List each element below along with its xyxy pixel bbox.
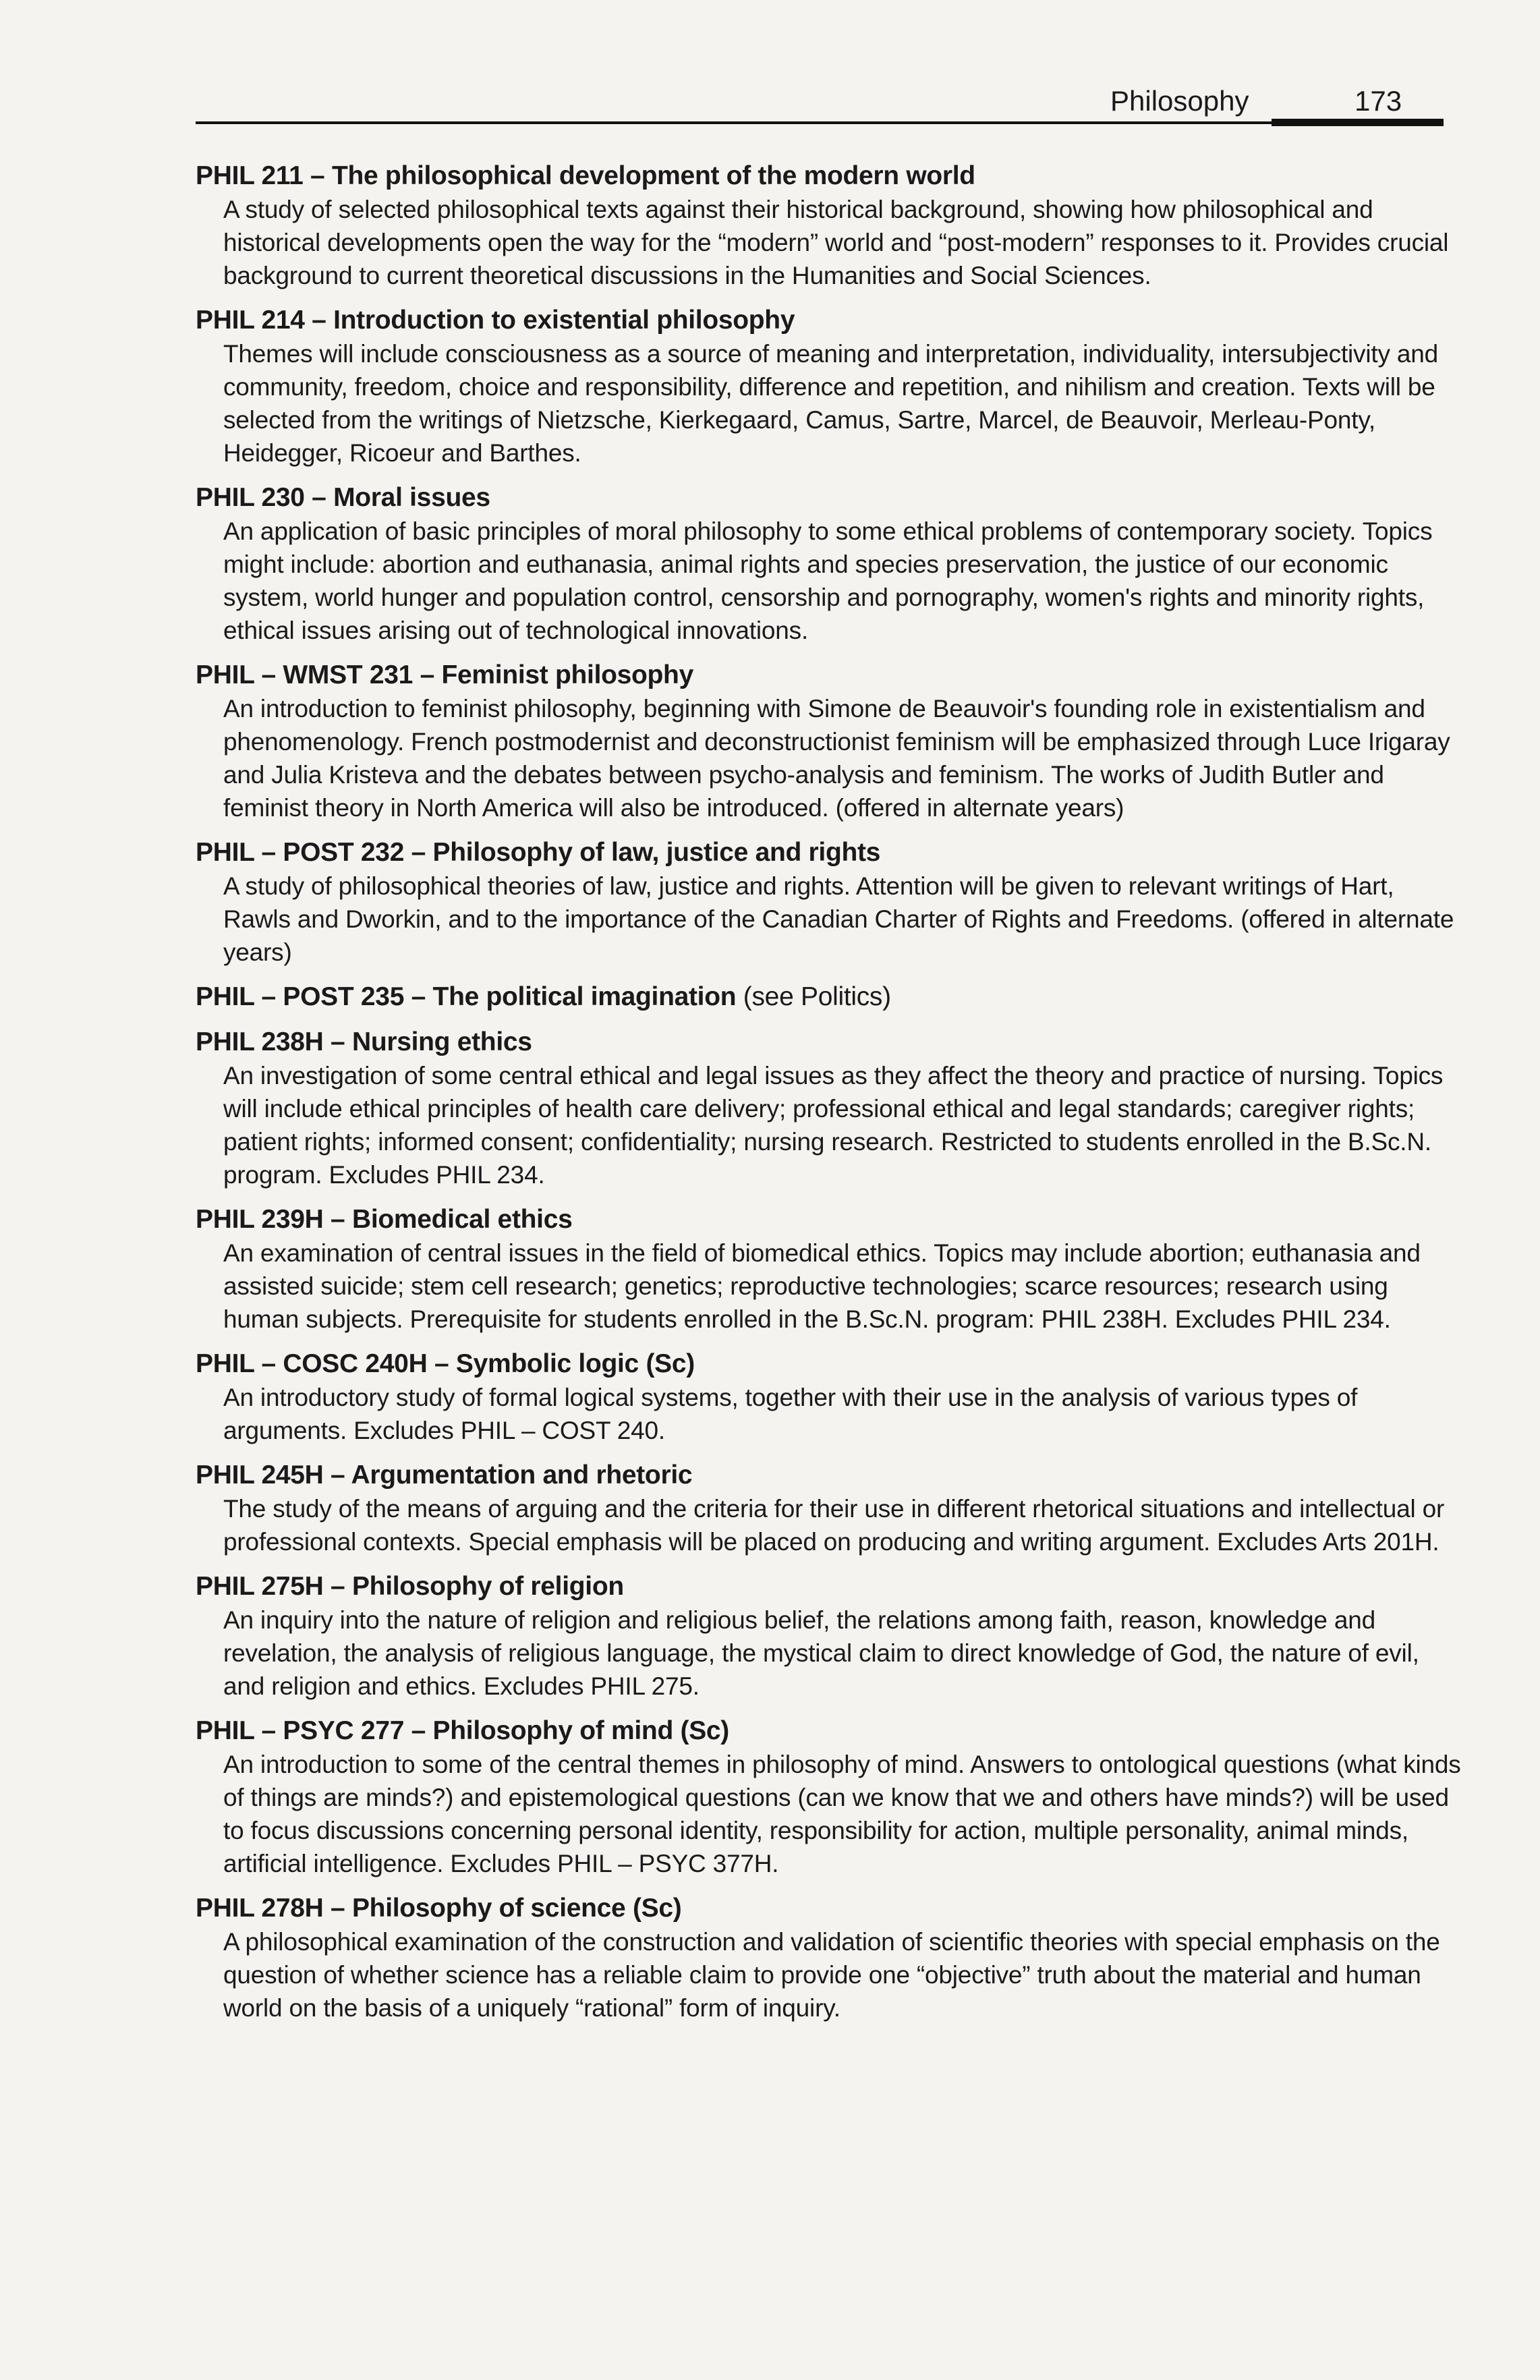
course-entry [196,481,1464,647]
course-description: An application of basic principles of moral philosophy to some ethical problems of contemporary society. Topics might include: abortion and euthanasia, animal rights and species preservation, the justice of our economic system, world hunger and population control, censorship and pornography, women's rights and minority rights, ethical issues arising out of technological innovations. [223,517,1433,644]
section-title: Philosophy [1110,85,1249,117]
course-description: A study of selected philosophical texts against their historical background, showing how philosophical and historical developments open the way for the “modern” world and “post-modern” responses to it. Provides crucial background to current theoretical discussions in the Humanities and Social Sciences. [223,196,1449,289]
course-title: PHIL 214 – Introduction to existential philosophy [196,306,795,335]
course-description: An inquiry into the nature of religion and religious belief, the relations among faith, reason, knowledge and revelation, the analysis of religious language, the mystical claim to direct knowledge of God, the nature of evil, and religion and ethics. Excludes PHIL 275. [223,1606,1419,1700]
course-entry [196,658,1464,824]
running-head [1110,81,1414,121]
course-description: An introductory study of formal logical systems, together with their use in the analysis of various types of arguments. Excludes PHIL – COST 240. [223,1384,1358,1444]
course-description: A philosophical examination of the construction and validation of scientific theories with special emphasis on the question of whether science has a reliable claim to provide one “objective” truth about the material and human world on the basis of a uniquely “rational” form of inquiry. [223,1928,1440,2022]
course-title: PHIL – COSC 240H – Symbolic logic (Sc) [196,1349,695,1378]
course-description: A study of philosophical theories of law, justice and rights. Attention will be given to relevant writings of Hart, Rawls and Dworkin, and to the importance of the Canadian Charter of Rights and Freedoms. (offered in alternate years) [223,872,1454,966]
course-title: PHIL 275H – Philosophy of religion [196,1572,624,1601]
course-title: PHIL – POST 235 – The political imagination [196,982,737,1011]
course-entry [196,1892,1464,2024]
course-entry [196,1714,1464,1880]
course-description: An investigation of some central ethical and legal issues as they affect the theory and practice of nursing. Topics will include ethical principles of health care delivery; professional ethical and legal standards; caregiver rights; patient rights; informed consent; confidentiality; nursing research. Restricted to students enrolled in the B.Sc.N. program. Excludes PHIL 234. [223,1062,1444,1189]
course-entry [196,1203,1464,1336]
course-entry [196,836,1464,969]
course-description: Themes will include consciousness as a source of meaning and interpretation, individuality, intersubjectivity and community, freedom, choice and responsibility, difference and repetition, and nihilism and creation. Texts will be selected from the writings of Nietzsche, Kierkegaard, Camus, Sartre, Marcel, de Beauvoir, Merleau-Ponty, Heidegger, Ricoeur and Barthes. [223,340,1438,467]
course-description: The study of the means of arguing and the criteria for their use in different rhetorical situations and intellectual or professional contexts. Special emphasis will be placed on producing and writing argument. Excludes Arts 201H. [223,1495,1445,1556]
cross-reference: (see Politics) [743,982,891,1011]
course-description: An introduction to some of the central themes in philosophy of mind. Answers to ontological questions (what kinds of things are minds?) and epistemological questions (can we know that we and others have minds?) will be used to focus discussions concerning personal identity, responsibility for action, multiple personality, animal minds, artificial intelligence. Excludes PHIL – PSYC 377H. [223,1751,1461,1877]
course-entry [196,1570,1464,1703]
course-title: PHIL – PSYC 277 – Philosophy of mind (Sc) [196,1716,729,1745]
course-title: PHIL 245H – Argumentation and rhetoric [196,1461,693,1490]
course-title: PHIL – WMST 231 – Feminist philosophy [196,660,693,689]
course-title: PHIL 238H – Nursing ethics [196,1027,532,1056]
course-entry [196,159,1464,292]
course-entry [196,304,1464,470]
course-description: An examination of central issues in the field of biomedical ethics. Topics may include abortion; euthanasia and assisted suicide; stem cell research; genetics; reproductive technologies; scarce resources; research using human subjects. Prerequisite for students enrolled in the B.Sc.N. program: PHIL 238H. Excludes PHIL 234. [223,1239,1421,1333]
course-title-line [196,980,1464,1014]
course-entry [196,1347,1464,1447]
course-list [196,159,1464,2036]
course-title: PHIL 230 – Moral issues [196,483,490,512]
header-rule-accent [1272,119,1444,126]
page-number: 173 [1354,85,1402,117]
course-entry [196,1458,1464,1558]
course-title: PHIL 239H – Biomedical ethics [196,1205,573,1234]
course-title: PHIL 278H – Philosophy of science (Sc) [196,1894,682,1923]
header-rule [196,121,1444,124]
course-title: PHIL – POST 232 – Philosophy of law, justice and rights [196,838,881,867]
course-entry [196,1025,1464,1191]
course-description: An introduction to feminist philosophy, beginning with Simone de Beauvoir's founding role in existentialism and phenomenology. French postmodernist and deconstructionist feminism will be emphasized through Luce Irigaray and Julia Kristeva and the debates between psycho-analysis and feminism. The works of Judith Butler and feminist theory in North America will also be introduced. (offered in alternate years) [223,695,1450,822]
course-entry [196,980,1464,1014]
course-title: PHIL 211 – The philosophical development of the modern world [196,161,975,190]
